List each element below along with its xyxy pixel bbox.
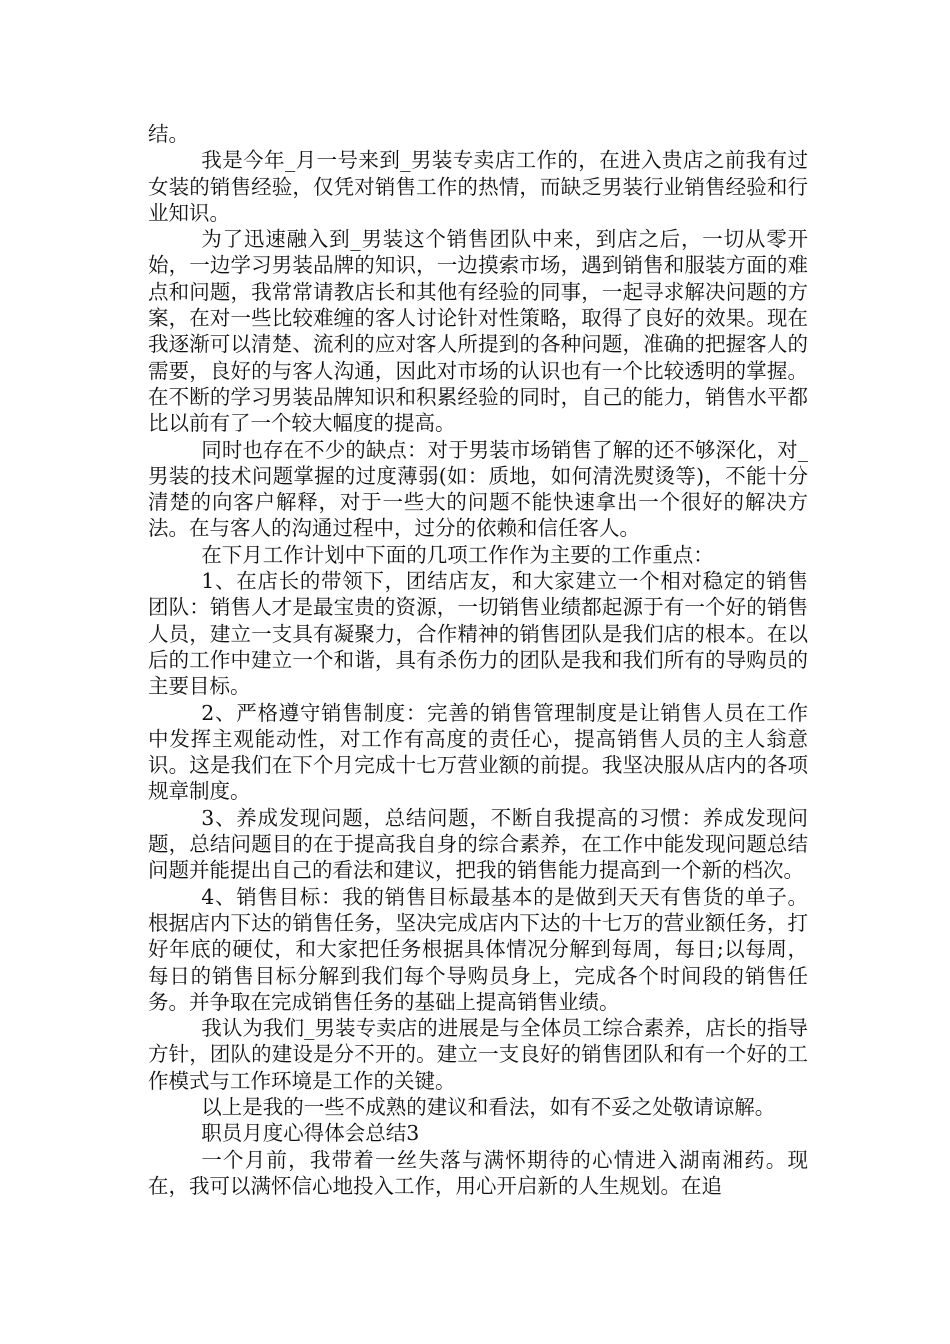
paragraph-10: 我认为我们_男装专卖店的进展是与全体员工综合素养，店长的指导方针，团队的建设是分不开的。建立一支良好的销售团队和有一个好的工作模式与工作环境是工作的关键。 (148, 1016, 808, 1093)
document-body (148, 121, 808, 1199)
paragraph-2: 我是今年_月一号来到_男装专卖店工作的，在进入贵店之前我有过女装的销售经验，仅凭对销售工作的热情，而缺乏男装行业销售经验和行业知识。 (148, 148, 808, 225)
paragraph-8: 3、养成发现问题，总结问题，不断自我提高的习惯：养成发现问题，总结问题目的在于提高我自身的综合素养，在工作中能发现问题总结问题并能提出自己的看法和建议，把我的销售能力提高到一个新的档次。 (148, 805, 808, 883)
paragraph-13: 一个月前，我带着一丝失落与满怀期待的心情进入湖南湘药。现在，我可以满怀信心地投入工作，用心开启新的人生规划。在追 (148, 1147, 808, 1198)
paragraph-11: 以上是我的一些不成熟的建议和看法，如有不妥之处敬请谅解。 (201, 1094, 776, 1119)
paragraph-1: 结。 (148, 122, 189, 146)
paragraph-6: 1、在店长的带领下，团结店友，和大家建立一个相对稳定的销售团队：销售人才是最宝贵的资源，一切销售业绩都起源于有一个好的销售人员，建立一支具有凝聚力，合作精神的销售团队是我们店的根本。在以后的工作中建立一个和谐，具有杀伤力的团队是我和我们所有的导购员的主要目标。 (148, 569, 808, 699)
paragraph-7: 2、严格遵守销售制度：完善的销售管理制度是让销售人员在工作中发挥主观能动性，对工作有高度的责任心，提高销售人员的主人翁意识。这是我们在下个月完成十七万营业额的前提。我坚决服从店内的各项规章制度。 (148, 700, 808, 804)
paragraph-9: 4、销售目标：我的销售目标最基本的是做到天天有售货的单子。根据店内下达的销售任务，坚决完成店内下达的十七万的营业额任务，打好年底的硬仗，和大家把任务根据具体情况分解到每周，每日;以每周，每日的销售目标分解到我们每个导购员身上，完成各个时间段的销售任务。并争取在完成销售任务的基础上提高销售业绩。 (148, 884, 808, 1014)
paragraph-3: 为了迅速融入到_男装这个销售团队中来，到店之后，一切从零开始，一边学习男装品牌的知识，一边摸索市场，遇到销售和服装方面的难点和问题，我常常请教店长和其他有经验的同事，一起寻求解决问题的方案，在对一些比较难缠的客人讨论针对性策略，取得了良好的效果。现在我逐渐可以清楚、流利的应对客人所提到的各种问题，准确的把握客人的需要，良好的与客人沟通，因此对市场的认识也有一个比较透明的掌握。在不断的学习男装品牌知识和积累经验的同时，自己的能力，销售水平都比以前有了一个较大幅度的提高。 (148, 227, 808, 436)
paragraph-5: 在下月工作计划中下面的几项工作作为主要的工作重点： (201, 542, 714, 567)
section-heading: 职员月度心得体会总结3 (201, 1121, 420, 1146)
paragraph-4: 同时也存在不少的缺点：对于男装市场销售了解的还不够深化，对_男装的技术问题掌握的过度薄弱(如：质地，如何清洗熨烫等)，不能十分清楚的向客户解释，对于一些大的问题不能快速拿出一个很好的解决方法。在与客人的沟通过程中，过分的依赖和信任客人。 (148, 437, 808, 541)
